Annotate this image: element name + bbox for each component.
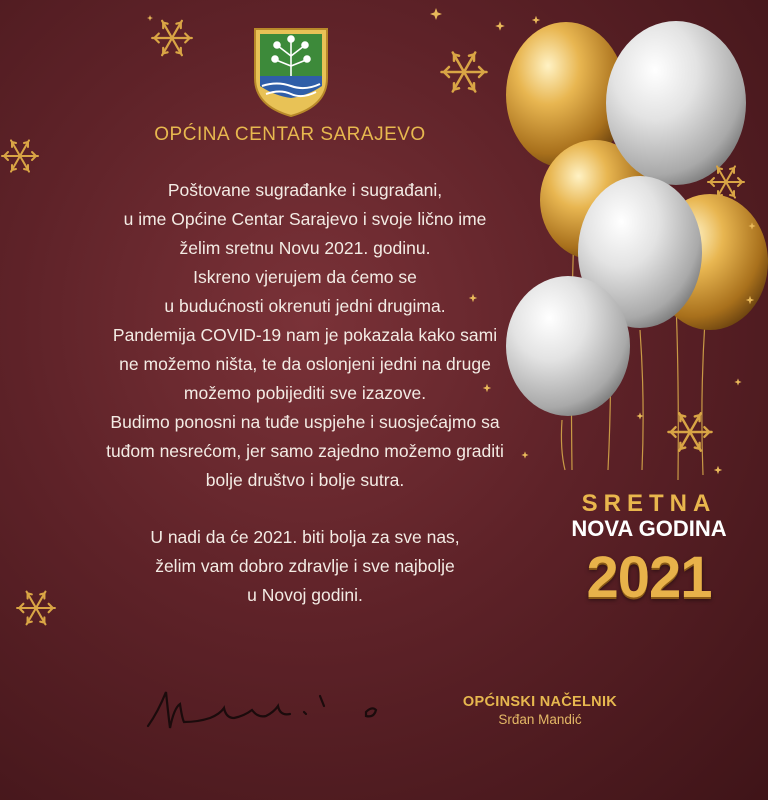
snowflake-icon	[442, 53, 487, 92]
official-block	[430, 694, 650, 727]
message-line: Pandemija COVID-19 nam je pokazala kako sami	[112, 325, 498, 345]
message-line: bolje društvo i bolje sutra.	[205, 470, 405, 490]
greeting-year: 2021	[586, 545, 712, 610]
message-line: možemo pobijediti sve izazove.	[183, 383, 427, 403]
message-line: u ime Općine Centar Sarajevo i svoje lično ime	[123, 209, 487, 229]
official-title: OPĆINSKI NAČELNIK	[462, 694, 618, 710]
message-line: ne možemo ništa, te da oslonjeni jedni na druge	[119, 354, 491, 374]
snowflake-icon	[668, 413, 711, 450]
greeting-nova-godina: NOVA GODINA	[571, 516, 727, 541]
message-line: Budimo ponosni na tuđe uspjehe i suosjećajmo sa	[110, 412, 500, 432]
message-line: želim sretnu Novu 2021. godinu.	[179, 238, 431, 258]
message-line: U nadi da će 2021. biti bolja za sve nas,	[150, 527, 460, 547]
coat-of-arms	[252, 26, 330, 118]
greeting-message	[0, 176, 610, 610]
balloon-silver-top	[606, 21, 746, 185]
handwritten-signature	[140, 682, 400, 742]
message-line: Poštovane sugrađanke i sugrađani,	[167, 180, 443, 200]
organization-title: OPĆINA CENTAR SARAJEVO	[154, 124, 426, 145]
new-year-greeting	[540, 490, 758, 611]
message-line: Iskreno vjerujem da ćemo se	[193, 267, 417, 287]
official-name: Srđan Mandić	[498, 712, 582, 727]
message-line: tuđom nesrećom, jer samo zajedno možemo graditi	[106, 441, 504, 461]
greeting-sretna: SRETNA	[581, 490, 717, 517]
snowflake-icon	[152, 21, 192, 55]
message-line: želim vam dobro zdravlje i sve najbolje	[155, 556, 455, 576]
message-line: u budućnosti okrenuti jedni drugima.	[164, 296, 446, 316]
message-line: u Novoj godini.	[247, 585, 363, 605]
